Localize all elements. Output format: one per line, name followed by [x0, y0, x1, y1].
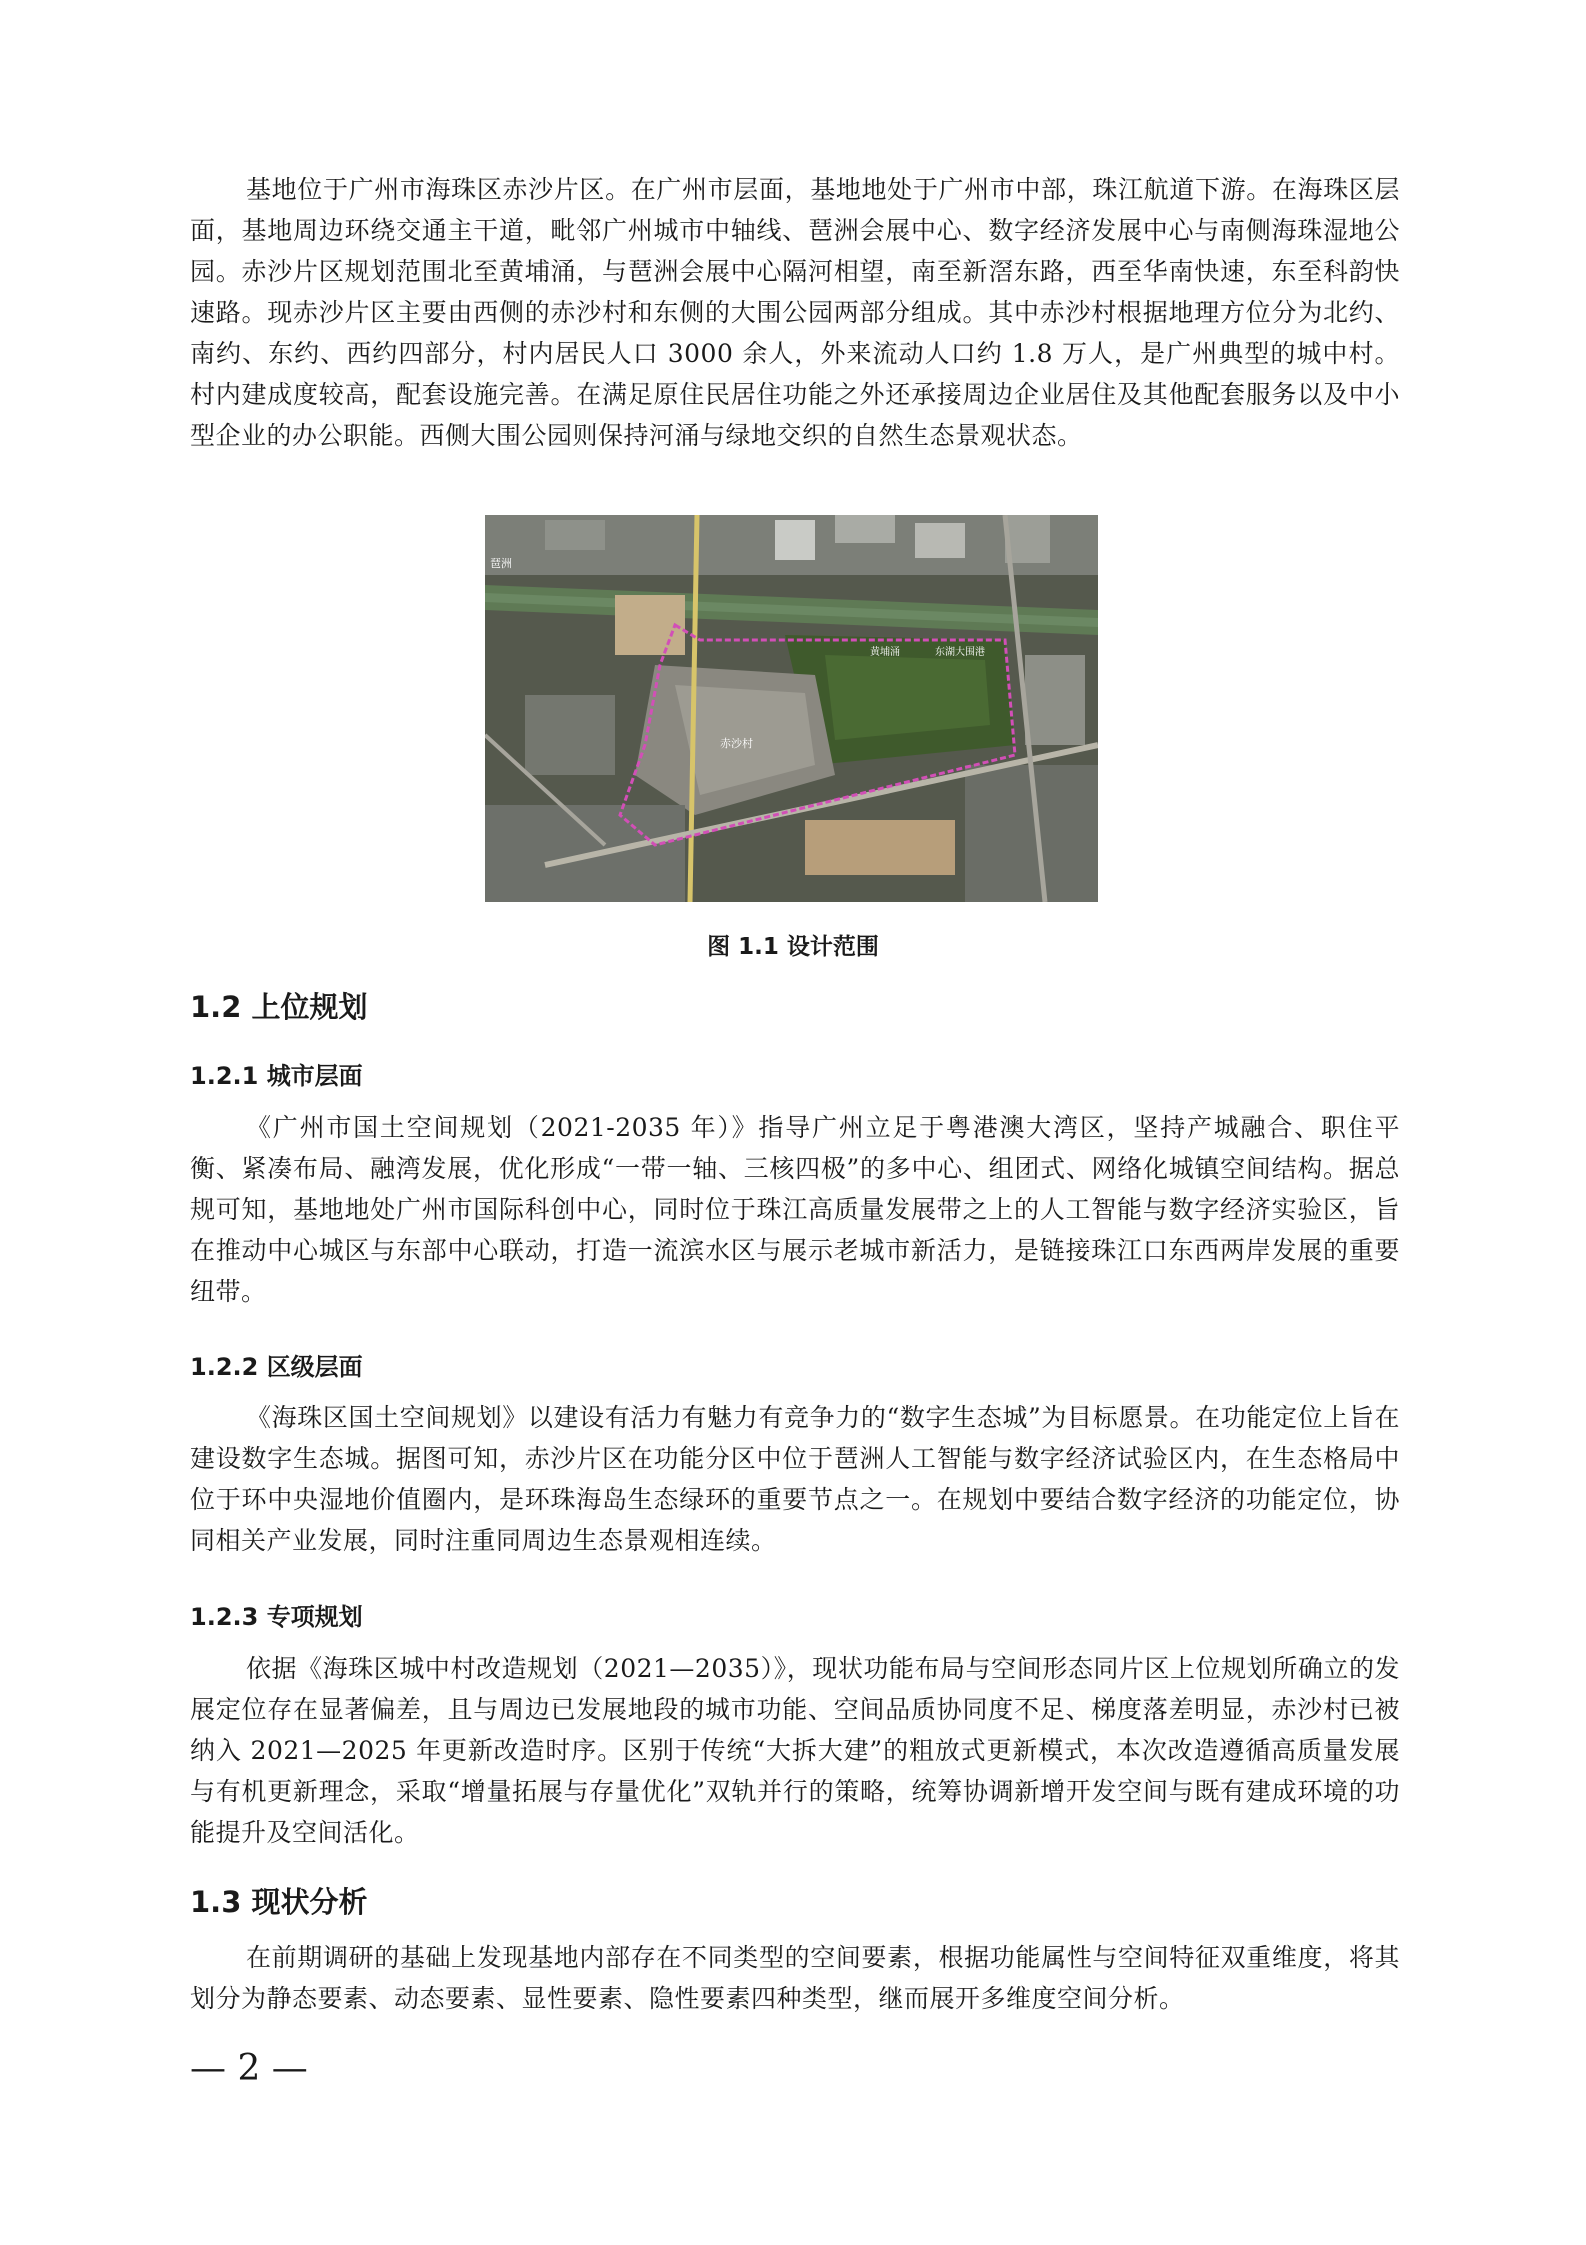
section-1-2-2-block [190, 1397, 1400, 1561]
figure-caption: 图 1.1 设计范围 [707, 934, 879, 960]
intro-paragraph: 基地位于广州市海珠区赤沙片区。在广州市层面，基地地处于广州市中部，珠江航道下游。在海珠区层面，基地周边环绕交通主干道，毗邻广州城市中轴线、琶洲会展中心、数字经济发展中心与南侧海珠湿地公园。赤沙片区规划范围北至黄埔涌，与琶洲会展中心隔河相望，南至新滘东路，西至华南快速，东至科韵快速路。现赤沙片区主要由西侧的赤沙村和东侧的大围公园两部分组成。其中赤沙村根据地理方位分为北约、南约、东约、西约四部分，村内居民人口 3000 余人，外来流动人口约 1.8 万人，是广州典型的城中村。村内建成度较高，配套设施完善。在满足原住民居住功能之外还承接周边企业居住及其他配套服务以及中小型企业的办公职能。西侧大围公园则保持河涌与绿地交织的自然生态景观状态。 [190, 175, 1400, 450]
map-label-pazhou: 琶洲 [490, 557, 512, 570]
section-1-2-1-block [190, 1107, 1400, 1312]
map-label-dongwei: 东湖大围港 [935, 647, 985, 658]
satellite-map-image [485, 515, 1098, 902]
map-label-huangpuchong: 黄埔涌 [870, 647, 900, 658]
section-1-2-3-paragraph: 依据《海珠区城中村改造规划（2021—2035）》，现状功能布局与空间形态同片区上位规划所确立的发展定位存在显著偏差，且与周边已发展地段的城市功能、空间品质协同度不足、梯度落差明显，赤沙村已被纳入 2021—2025 年更新改造时序。区别于传统“大拆大建”的粗放式更新模式，本次改造遵循高质量发展与有机更新理念，采取“增量拓展与存量优化”双轨并行的策略，统筹协调新增开发空间与既有建成环境的功能提升及空间活化。 [190, 1654, 1400, 1847]
page-number: — 2 — [190, 2048, 308, 2089]
satellite-map-figure [485, 515, 1098, 902]
section-1-2-3-title: 1.2.3 专项规划 [190, 1603, 363, 1631]
intro-block [190, 169, 1400, 456]
map-label-chisha: 赤沙村 [720, 737, 753, 750]
section-1-2-2-paragraph: 《海珠区国土空间规划》以建设有活力有魅力有竞争力的“数字生态城”为目标愿景。在功能定位上旨在建设数字生态城。据图可知，赤沙片区在功能分区中位于琶洲人工智能与数字经济试验区内，在生态格局中位于环中央湿地价值圈内，是环珠海岛生态绿环的重要节点之一。在规划中要结合数字经济的功能定位，协同相关产业发展，同时注重同周边生态景观相连续。 [190, 1403, 1400, 1555]
section-1-2-3-block [190, 1648, 1400, 1853]
section-1-3-paragraph: 在前期调研的基础上发现基地内部存在不同类型的空间要素，根据功能属性与空间特征双重维度，将其划分为静态要素、动态要素、显性要素、隐性要素四种类型，继而展开多维度空间分析。 [190, 1943, 1400, 2013]
section-1-2-1-title: 1.2.1 城市层面 [190, 1062, 363, 1090]
section-1-3-block [190, 1937, 1400, 2019]
section-1-2-2-title: 1.2.2 区级层面 [190, 1353, 363, 1381]
section-1-3-title: 1.3 现状分析 [190, 1885, 368, 1919]
section-1-2-title: 1.2 上位规划 [190, 990, 368, 1024]
section-1-2-1-paragraph: 《广州市国土空间规划（2021-2035 年）》指导广州立足于粤港澳大湾区，坚持产城融合、职住平衡、紧凑布局、融湾发展，优化形成“一带一轴、三核四极”的多中心、组团式、网络化城镇空间结构。据总规可知，基地地处广州市国际科创中心，同时位于珠江高质量发展带之上的人工智能与数字经济实验区，旨在推动中心城区与东部中心联动，打造一流滨水区与展示老城市新活力，是链接珠江口东西两岸发展的重要纽带。 [190, 1113, 1400, 1306]
